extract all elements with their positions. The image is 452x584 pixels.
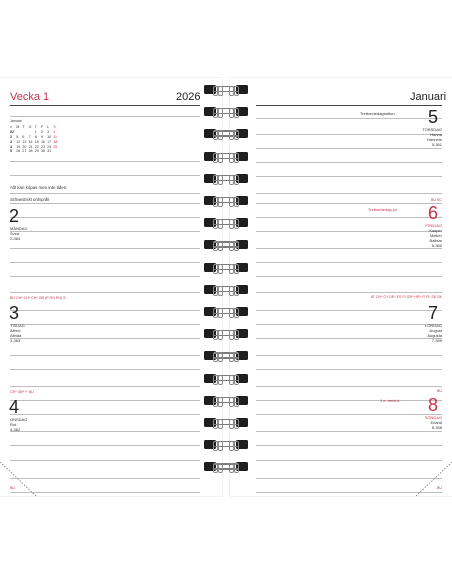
ruled-line xyxy=(256,445,442,446)
calendar-day: 18 xyxy=(53,139,58,144)
binding-ring xyxy=(204,306,248,318)
day-weekday: MÅNDAG xyxy=(10,226,28,231)
spiral-binding xyxy=(204,80,248,500)
ruled-line xyxy=(256,262,442,263)
calendar-day: 24 xyxy=(47,144,52,149)
calendar-day: 1 xyxy=(34,129,37,134)
cal-head: v xyxy=(10,124,12,129)
calendar-day: 29 xyxy=(34,149,39,154)
ruled-line xyxy=(10,175,200,176)
week-number: 52 xyxy=(10,129,14,134)
binding-ring xyxy=(204,195,248,207)
week-number: 5 xyxy=(10,149,12,154)
binding-ring xyxy=(204,84,248,96)
calendar-day: 20 xyxy=(22,144,27,149)
calendar-day: 15 xyxy=(34,139,39,144)
binding-ring xyxy=(204,217,248,229)
day-weekday: FREDAG xyxy=(425,223,442,228)
ruled-line xyxy=(256,338,442,339)
day-name: Erland xyxy=(430,420,442,425)
header-rule xyxy=(10,105,200,106)
ruled-line xyxy=(256,400,442,401)
day-count: 8-358 xyxy=(431,425,442,430)
cal-head: L xyxy=(47,124,50,129)
week-number: 4 xyxy=(10,144,12,149)
binding-ring xyxy=(204,328,248,340)
day-name: Melker xyxy=(429,233,442,238)
holiday-note: AT CH* CY DE* ES FI GR* HR* IT PL SE SK xyxy=(370,295,442,299)
ruled-line xyxy=(256,193,442,194)
week-number: 3 xyxy=(10,139,12,144)
calendar-day xyxy=(53,149,59,154)
calendar-day: 30 xyxy=(40,149,45,154)
calendar-day: 13 xyxy=(22,139,27,144)
ruled-line xyxy=(256,292,442,293)
day-name: Rut xyxy=(10,422,17,427)
ruled-line xyxy=(10,217,200,218)
binding-ring xyxy=(204,239,248,251)
week-label: Vecka 1 xyxy=(10,91,50,103)
binding-ring xyxy=(204,461,248,473)
ruled-line xyxy=(10,203,200,204)
ruled-line xyxy=(10,324,200,325)
ruled-line xyxy=(256,324,442,325)
ruled-line xyxy=(10,400,200,401)
ruled-line xyxy=(256,414,442,415)
ruled-line xyxy=(256,248,442,249)
holiday-note: CH* GB* I* BU xyxy=(10,390,34,394)
binding-ring xyxy=(204,262,248,274)
day-count: 3-363 xyxy=(10,338,21,343)
ruled-line xyxy=(256,431,442,432)
cal-head: T xyxy=(34,124,37,129)
ruled-line xyxy=(256,217,442,218)
calendar-day: 16 xyxy=(40,139,45,144)
binding-ring xyxy=(204,395,248,407)
day-count: 5-361 xyxy=(431,142,442,147)
day-weekday: TISDAG xyxy=(10,323,25,328)
ruled-line xyxy=(256,176,442,177)
ruled-line xyxy=(10,355,200,356)
calendar-day: 21 xyxy=(28,144,33,149)
binding-ring xyxy=(204,284,248,296)
day-weekday: SÖNDAG xyxy=(424,415,442,420)
ruled-line xyxy=(10,161,200,162)
ruled-line xyxy=(10,310,200,311)
day-number: 3 xyxy=(9,303,20,323)
day-name: Svea xyxy=(10,231,20,236)
calendar-day: 31 xyxy=(47,149,52,154)
corner-perforation xyxy=(412,458,452,498)
cal-head: O xyxy=(28,124,32,129)
day-number: 8 xyxy=(428,395,439,415)
cal-head: S xyxy=(53,124,56,129)
calendar-day: 9 xyxy=(40,134,43,139)
event-text: Trettondedagsafton xyxy=(360,111,395,116)
ruled-line xyxy=(256,369,442,370)
ruled-line xyxy=(10,231,200,232)
calendar-day: 7 xyxy=(28,134,31,139)
mini-calendar-rows xyxy=(10,130,60,155)
day-number: 6 xyxy=(428,203,439,223)
quote-text: Allt kan köpas men inte tiden. xyxy=(10,185,68,190)
calendar-day: 26 xyxy=(16,149,21,154)
day-weekday: LÖRDAG xyxy=(425,323,442,328)
day-name: Kasper xyxy=(429,228,442,233)
ruled-line xyxy=(256,203,442,204)
ruled-line xyxy=(256,118,442,119)
ruled-line xyxy=(256,148,442,149)
day-count: 4-362 xyxy=(10,427,21,432)
calendar-day: 25 xyxy=(53,144,58,149)
header-rule xyxy=(256,105,442,106)
bottom-note: BU xyxy=(10,486,15,490)
day-number: 4 xyxy=(9,397,20,417)
corner-perforation xyxy=(0,458,40,498)
ruled-line xyxy=(10,445,200,446)
ruled-line xyxy=(10,276,200,277)
binding-ring xyxy=(204,106,248,118)
calendar-day: 3 xyxy=(47,129,50,134)
holiday-note: BU SC xyxy=(431,198,442,202)
ruled-line xyxy=(10,292,200,293)
day-name: Hannele xyxy=(427,137,442,142)
ruled-line xyxy=(10,262,200,263)
calendar-day: 8 xyxy=(34,134,37,139)
calendar-day: 4 xyxy=(53,129,56,134)
calendar-day: 22 xyxy=(34,144,39,149)
event-text: Trettondedag jul xyxy=(368,207,397,212)
ruled-line xyxy=(256,162,442,163)
mini-calendar xyxy=(10,119,60,154)
day-name: Augusta xyxy=(427,333,442,338)
day-count: 6-360 xyxy=(431,243,442,248)
calendar-day: 10 xyxy=(47,134,52,139)
mini-calendar-week xyxy=(10,149,60,154)
day-weekday: ONSDAG xyxy=(10,417,28,422)
ruled-line xyxy=(256,355,442,356)
week-number: 2 xyxy=(10,134,12,139)
ruled-line xyxy=(256,386,442,387)
calendar-day: 17 xyxy=(47,139,52,144)
cal-head: F xyxy=(40,124,44,129)
calendar-day: 23 xyxy=(40,144,45,149)
ruled-line xyxy=(10,338,200,339)
ruled-line xyxy=(10,193,200,194)
ruled-line xyxy=(256,134,442,135)
binding-ring xyxy=(204,350,248,362)
ruled-line xyxy=(256,231,442,232)
day-name: August xyxy=(429,328,442,333)
day-number: 7 xyxy=(428,303,439,323)
bottom-note: BU xyxy=(437,486,442,490)
cal-head: M xyxy=(16,124,20,129)
binding-ring xyxy=(204,173,248,185)
day-number: 5 xyxy=(428,107,439,127)
day-name: Alfrida xyxy=(10,333,22,338)
ruled-line xyxy=(256,276,442,277)
calendar-day: 14 xyxy=(28,139,33,144)
day-number: 2 xyxy=(9,206,20,226)
calendar-day: 6 xyxy=(22,134,25,139)
event-text: 1 e. tretd.d. xyxy=(380,398,401,403)
calendar-day: 11 xyxy=(53,134,58,139)
holiday-note: BU CH* CH* CH* GB (P RO RU) S xyxy=(10,296,66,300)
day-name: Alfred xyxy=(10,328,21,333)
ruled-line xyxy=(10,414,200,415)
quote-source: Schweiziskt ordspråk xyxy=(10,197,50,202)
right-page xyxy=(230,78,452,496)
binding-ring xyxy=(204,417,248,429)
binding-ring xyxy=(204,128,248,140)
calendar-day: 5 xyxy=(16,134,19,139)
day-count: 2-364 xyxy=(10,236,21,241)
day-count: 7-359 xyxy=(431,338,442,343)
ruled-line xyxy=(10,369,200,370)
calendar-day: 19 xyxy=(16,144,21,149)
calendar-day: 27 xyxy=(22,149,27,154)
year-label: 2026 xyxy=(176,91,201,103)
binding-ring xyxy=(204,151,248,163)
holiday-note: BU xyxy=(437,389,442,393)
month-label: Januari xyxy=(410,91,447,103)
day-name: Baltsar xyxy=(429,238,442,243)
calendar-day: 2 xyxy=(40,129,43,134)
ruled-line xyxy=(256,310,442,311)
ruled-line xyxy=(10,386,200,387)
ruled-line xyxy=(10,116,200,117)
mini-calendar-title: Januari xyxy=(10,119,22,123)
day-name: Hanna xyxy=(430,132,442,137)
binding-ring xyxy=(204,439,248,451)
ruled-line xyxy=(10,431,200,432)
ruled-line xyxy=(10,248,200,249)
binding-ring xyxy=(204,373,248,385)
calendar-day: 28 xyxy=(28,149,33,154)
day-weekday: TORSDAG xyxy=(422,127,442,132)
cal-head: T xyxy=(22,124,25,129)
calendar-day: 12 xyxy=(16,139,21,144)
